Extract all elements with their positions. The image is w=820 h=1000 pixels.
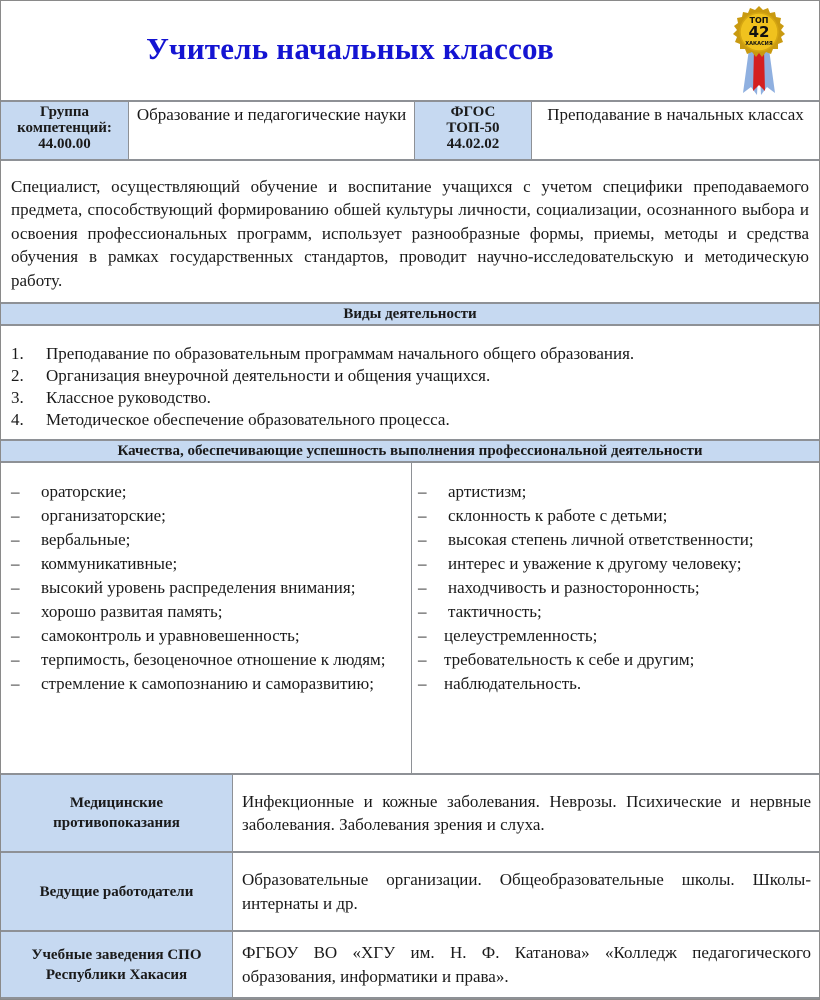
medical-value: Инфекционные и кожные заболевания. Неврозы. Психические и нервные заболевания. Заболевания зрения и слуха. <box>242 791 811 834</box>
group-label-cell <box>1 102 129 159</box>
qualities-heading: Качества, обеспечивающие успешность выполнения профессиональной деятельности <box>1 439 819 461</box>
list-item: – организаторские; <box>11 506 166 525</box>
fgos-label-line1: ФГОС <box>450 104 496 120</box>
fgos-label-line2: ТОП-50 <box>446 120 500 136</box>
list-item: – целеустремленность; <box>418 626 598 645</box>
activities-heading: Виды деятельности <box>1 302 819 324</box>
list-item: – стремление к самопознанию и саморазвитию; <box>11 674 374 693</box>
badge-number-text: 42 <box>748 23 770 41</box>
employers-row <box>1 851 819 930</box>
medical-row <box>1 773 819 851</box>
list-item: – находчивость и разносторонность; <box>418 578 700 597</box>
fgos-name: Преподавание в начальных классах <box>547 105 804 124</box>
group-code: 44.00.00 <box>38 136 91 152</box>
list-item: – высокий уровень распределения внимания; <box>11 578 356 597</box>
list-item: – склонность к работе с детьми; <box>418 506 668 525</box>
list-item: – интерес и уважение к другому человеку; <box>418 554 742 573</box>
meta-row <box>1 100 819 159</box>
list-item: – терпимость, безоценочное отношение к людям; <box>11 650 386 669</box>
schools-label: Учебные заведения СПО Республики Хакасия <box>1 932 233 997</box>
list-item: – требовательность к себе и другим; <box>418 650 695 669</box>
fgos-label-cell <box>415 102 532 159</box>
employers-label: Ведущие работодатели <box>1 853 233 930</box>
schools-row <box>1 930 819 999</box>
list-item: – самоконтроль и уравновешенность; <box>11 626 300 645</box>
schools-value: ФГБОУ ВО «ХГУ им. Н. Ф. Катанова» «Колледж педагогического образования, информатики и права». <box>242 943 811 986</box>
group-name: Образование и педагогические науки <box>136 105 407 124</box>
award-rosette-icon <box>727 5 791 97</box>
list-item: – хорошо развитая память; <box>11 602 223 621</box>
qualities-left-column <box>1 463 412 773</box>
list-item: 3. Классное руководство. <box>11 388 211 407</box>
list-item: 4. Методическое обеспечение образовательного процесса. <box>11 410 450 429</box>
list-item: – вербальные; <box>11 530 131 549</box>
badge-top-text: ТОП <box>749 16 769 25</box>
group-label-line2: компетенций: <box>17 120 112 136</box>
description: Специалист, осуществляющий обучение и воспитание учащихся с учетом специфики преподаваемого предмета, способствующий формированию обшей культуры личности, социализации, осознанного выбора и освоения профессиональных программ, использует разнообразные формы, приемы, методы и средства обучения в рамках государственных стандартов, проводит научно-исследовательскую и методическую работу. <box>1 159 819 302</box>
list-item: – ораторские; <box>11 482 127 501</box>
fgos-name-cell <box>532 102 819 159</box>
medical-label: Медицинские противопоказания <box>1 775 233 851</box>
group-label-line1: Группа <box>39 104 90 120</box>
badge-region-text: ХАКАСИЯ <box>745 41 773 47</box>
header <box>1 1 819 100</box>
list-item: – наблюдательность. <box>418 674 582 693</box>
list-item: – высокая степень личной ответственности; <box>418 530 754 549</box>
page-title: Учитель начальных классов <box>146 31 554 66</box>
list-item: – коммуникативные; <box>11 554 178 573</box>
list-item: 2. Организация внеурочной деятельности и общения учащихся. <box>11 366 491 385</box>
list-item: 1. Преподавание по образовательным программам начального общего образования. <box>11 344 635 363</box>
list-item: – тактичность; <box>418 602 542 621</box>
qualities-table <box>1 461 819 773</box>
group-name-cell <box>129 102 415 159</box>
activities-list <box>1 324 819 439</box>
employers-value: Образовательные организации. Общеобразовательные школы. Школы-интернаты и др. <box>242 870 811 913</box>
fgos-code: 44.02.02 <box>446 136 500 152</box>
list-item: – артистизм; <box>418 482 527 501</box>
qualities-right-column <box>412 463 819 773</box>
